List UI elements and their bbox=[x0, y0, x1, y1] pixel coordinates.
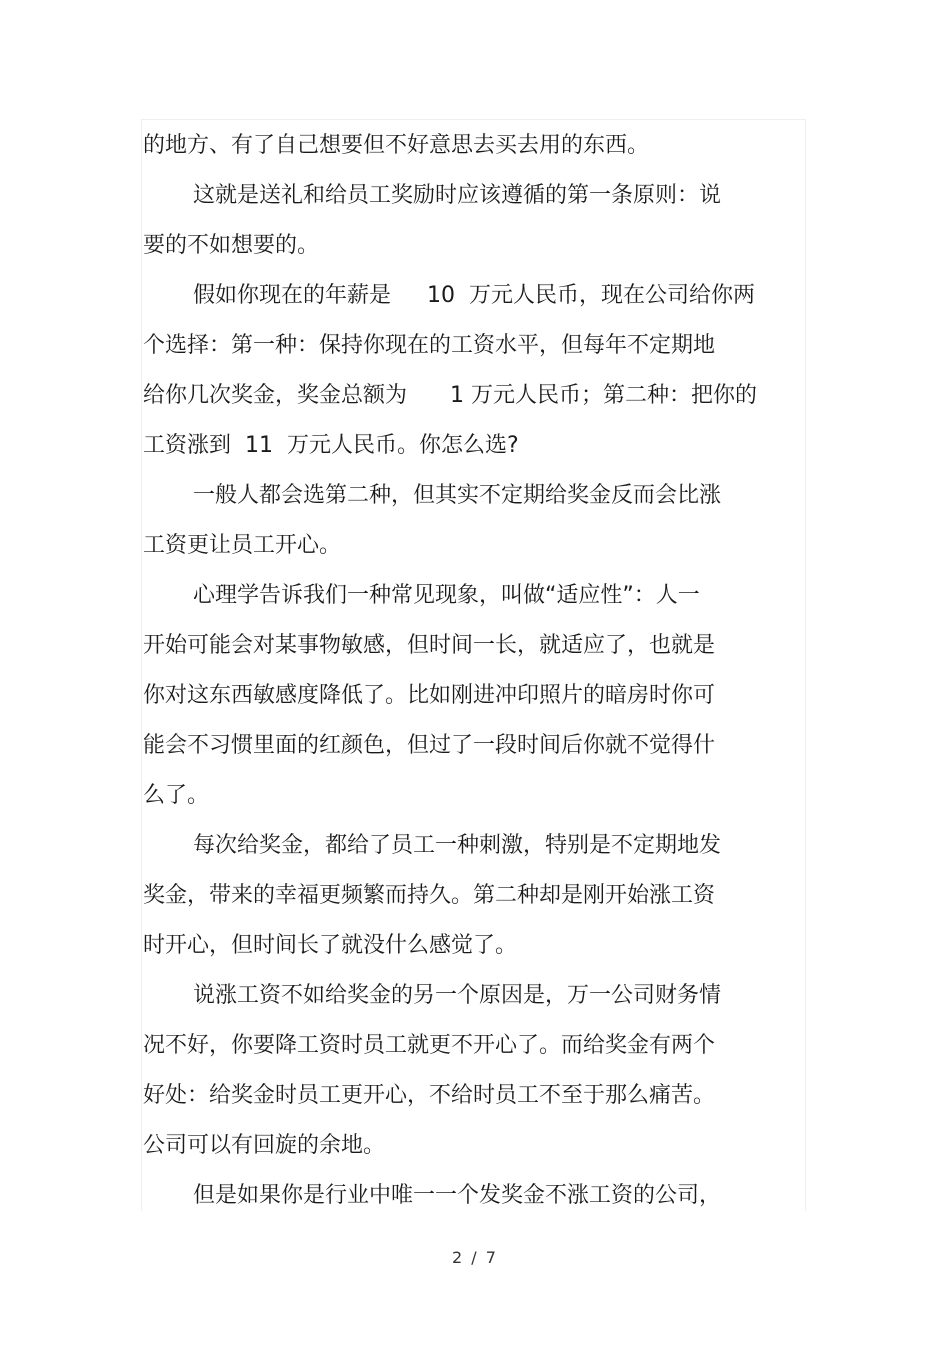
text-line: 工资涨到 11 万元人民币。你怎么选? bbox=[143, 433, 519, 458]
text-line: 工资更让员工开心。 bbox=[143, 533, 342, 558]
page-number: 2 / 7 bbox=[452, 1248, 498, 1267]
text-line: 这就是送礼和给员工奖励时应该遵循的第一条原则：说 bbox=[193, 183, 722, 208]
text-line: 开始可能会对某事物敏感，但时间一长，就适应了，也就是 bbox=[143, 633, 716, 658]
text-line: 奖金，带来的幸福更频繁而持久。第二种却是刚开始涨工资 bbox=[143, 883, 716, 908]
text-line: 能会不习惯里面的红颜色，但过了一段时间后你就不觉得什 bbox=[143, 733, 716, 758]
text-line: 一般人都会选第二种，但其实不定期给奖金反而会比涨 bbox=[193, 483, 722, 508]
text-line: 说涨工资不如给奖金的另一个原因是，万一公司财务情 bbox=[193, 983, 722, 1008]
text-line: 时开心，但时间长了就没什么感觉了。 bbox=[143, 933, 518, 958]
text-line: 给你几次奖金，奖金总额为 1 万元人民币；第二种：把你的 bbox=[143, 383, 757, 408]
text-line: 但是如果你是行业中唯一一个发奖金不涨工资的公司， bbox=[193, 1183, 722, 1208]
text-line: 况不好，你要降工资时员工就更不开心了。而给奖金有两个 bbox=[143, 1033, 716, 1058]
text-line: 每次给奖金，都给了员工一种刺激，特别是不定期地发 bbox=[193, 833, 722, 858]
text-line: 公司可以有回旋的余地。 bbox=[143, 1133, 386, 1158]
text-line: 假如你现在的年薪是 10 万元人民币，现在公司给你两 bbox=[193, 283, 755, 308]
text-line: 么了。 bbox=[143, 783, 210, 808]
text-line: 好处：给奖金时员工更开心，不给时员工不至于那么痛苦。 bbox=[143, 1083, 716, 1108]
text-line: 心理学告诉我们一种常见现象，叫做“适应性”：人一 bbox=[193, 583, 700, 608]
text-line: 要的不如想要的。 bbox=[143, 233, 320, 258]
text-line: 的地方、有了自己想要但不好意思去买去用的东西。 bbox=[143, 133, 650, 158]
text-line: 你对这东西敏感度降低了。比如刚进冲印照片的暗房时你可 bbox=[143, 683, 716, 708]
text-line: 个选择：第一种：保持你现在的工资水平，但每年不定期地 bbox=[143, 333, 716, 358]
